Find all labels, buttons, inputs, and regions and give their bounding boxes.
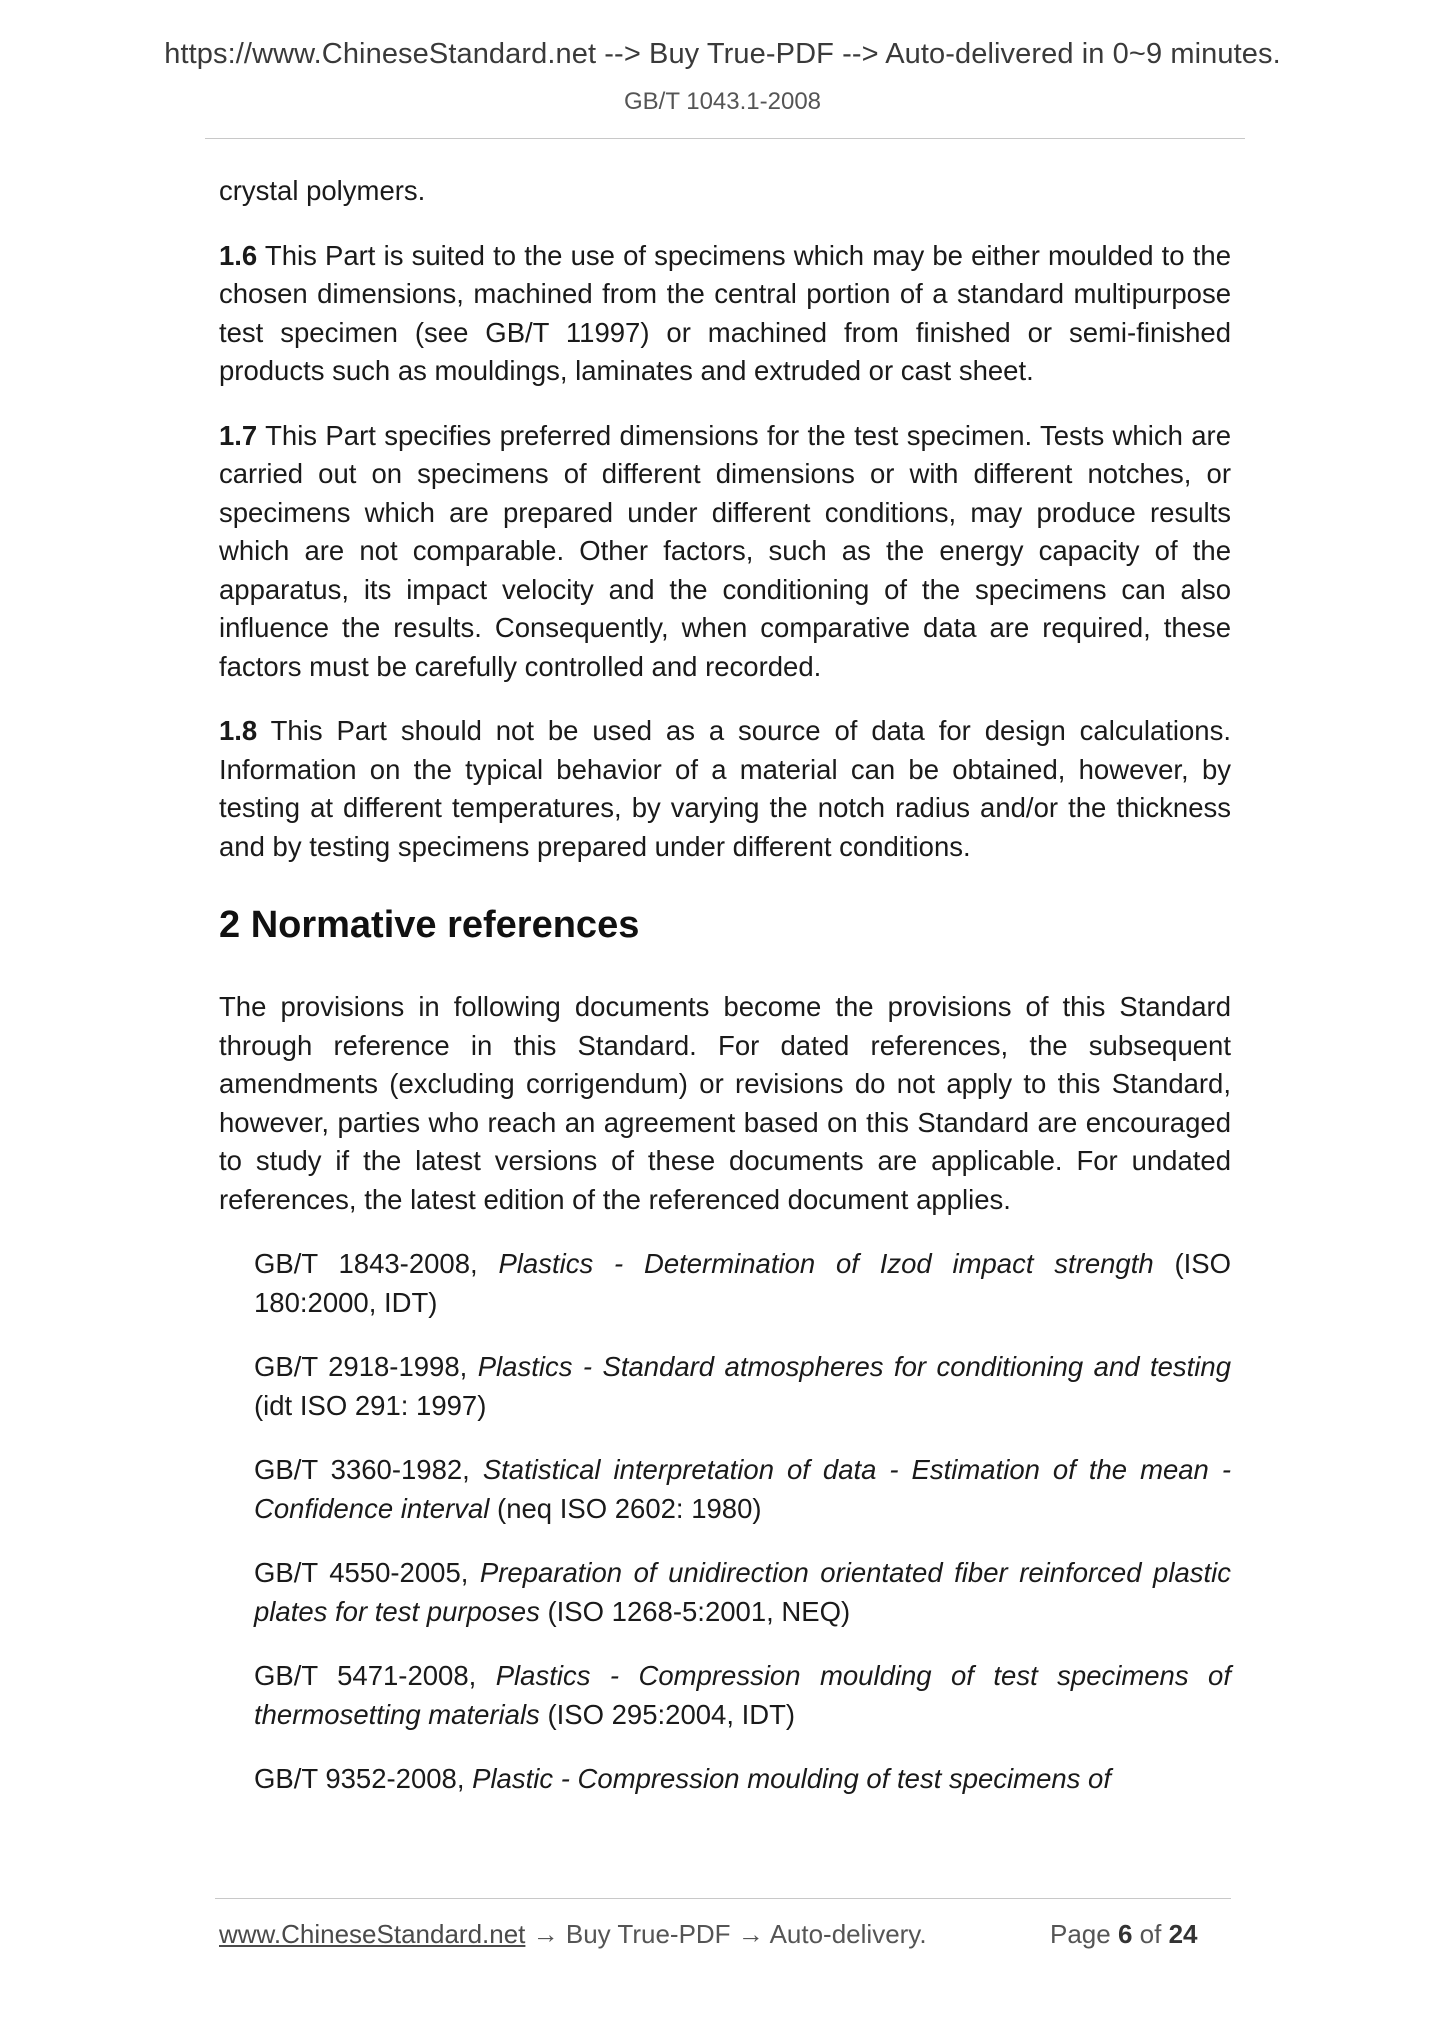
continuation-text: crystal polymers. bbox=[219, 175, 426, 206]
reference-title: Plastics - Compression moulding of test specimens of thermosetting materials bbox=[254, 1660, 1231, 1730]
reference-item bbox=[254, 1554, 1231, 1631]
footer-tagline: → Buy True-PDF → Auto-delivery. bbox=[525, 1919, 927, 1949]
page-number: 6 bbox=[1117, 1919, 1133, 1949]
clause-number: 1.7 bbox=[219, 419, 258, 451]
reference-note: (ISO 180:2000, IDT) bbox=[254, 1248, 1232, 1318]
reference-note: (neq ISO 2602: 1980) bbox=[489, 1492, 762, 1524]
header-url-line: https://www.ChineseStandard.net --> Buy True-PDF --> Auto-delivered in 0~9 minutes. bbox=[164, 38, 1281, 70]
page-indicator bbox=[1050, 1919, 1197, 1950]
clause-text: This Part should not be used as a source of data for design calculations. Information on the typical behavior of a material can be obtained, however, by testing at different temperatures, by varying the notch radius and/or the thickness and by testing specimens prepared under different conditions. bbox=[219, 715, 1231, 862]
footer-site-link[interactable]: www.ChineseStandard.net bbox=[219, 1919, 526, 1949]
clause-text: This Part is suited to the use of specimens which may be either moulded to the chosen dimensions, machined from the central portion of a standard multipurpose test specimen (see GB/T 11997) or machined from finished or semi-finished products such as mouldings, laminates and extruded or cast sheet. bbox=[219, 239, 1231, 386]
reference-title: Plastic - Compression moulding of test specimens of bbox=[472, 1763, 1111, 1794]
header-standard-code: GB/T 1043.1-2008 bbox=[623, 88, 822, 115]
clause-1-6 bbox=[219, 237, 1231, 391]
reference-note: (ISO 1268-5:2001, NEQ) bbox=[539, 1595, 851, 1627]
reference-note: (ISO 295:2004, IDT) bbox=[539, 1698, 796, 1730]
page-total: 24 bbox=[1168, 1919, 1198, 1949]
header-divider bbox=[205, 138, 1245, 139]
reference-item bbox=[254, 1657, 1231, 1734]
clause-1-8 bbox=[219, 712, 1231, 866]
reference-title: Statistical interpretation of data - Estimation of the mean - Confidence interval bbox=[254, 1454, 1232, 1524]
reference-code: GB/T 9352-2008, bbox=[254, 1763, 473, 1794]
of-label: of bbox=[1132, 1919, 1169, 1949]
reference-item bbox=[254, 1245, 1231, 1322]
footer-left bbox=[219, 1919, 927, 1950]
section-intro: The provisions in following documents become the provisions of this Standard through reference in this Standard. For dated references, the subsequent amendments (excluding corrigendum) or revisions do not apply to this Standard, however, parties who reach an agreement based on this Standard are encouraged to study if the latest versions of these documents are applicable. For undated references, the latest edition of the referenced document applies. bbox=[219, 991, 1231, 1215]
reference-item bbox=[254, 1451, 1231, 1528]
clause-number: 1.8 bbox=[219, 715, 258, 746]
page-label: Page bbox=[1050, 1919, 1118, 1949]
document-body bbox=[219, 172, 1231, 1825]
reference-title: Plastics - Standard atmospheres for conditioning and testing bbox=[477, 1351, 1232, 1382]
reference-code: GB/T 5471-2008, bbox=[254, 1660, 496, 1691]
reference-title: Preparation of unidirection orientated fiber reinforced plastic plates for test purposes bbox=[254, 1557, 1231, 1627]
reference-note: (idt ISO 291: 1997) bbox=[254, 1389, 487, 1421]
reference-item bbox=[254, 1348, 1231, 1425]
reference-code: GB/T 3360-1982, bbox=[254, 1454, 483, 1485]
clause-number: 1.6 bbox=[219, 239, 258, 271]
clause-1-7 bbox=[219, 417, 1231, 687]
reference-code: GB/T 2918-1998, bbox=[254, 1351, 478, 1382]
clause-text: This Part specifies preferred dimensions for the test specimen. Tests which are carried out on specimens of different dimensions or with different notches, or specimens which are prepared under different conditions, may produce results which are not comparable. Other factors, such as the energy capacity of the apparatus, its impact velocity and the conditioning of the specimens can also influence the results. Consequently, when comparative data are required, these factors must be carefully controlled and recorded. bbox=[219, 419, 1231, 682]
reference-item bbox=[254, 1760, 1231, 1799]
section-heading: 2 Normative references bbox=[219, 904, 640, 946]
reference-title: Plastics - Determination of Izod impact strength bbox=[498, 1248, 1154, 1279]
reference-code: GB/T 4550-2005, bbox=[254, 1557, 480, 1588]
footer-divider bbox=[215, 1898, 1231, 1899]
reference-code: GB/T 1843-2008, bbox=[254, 1248, 499, 1279]
